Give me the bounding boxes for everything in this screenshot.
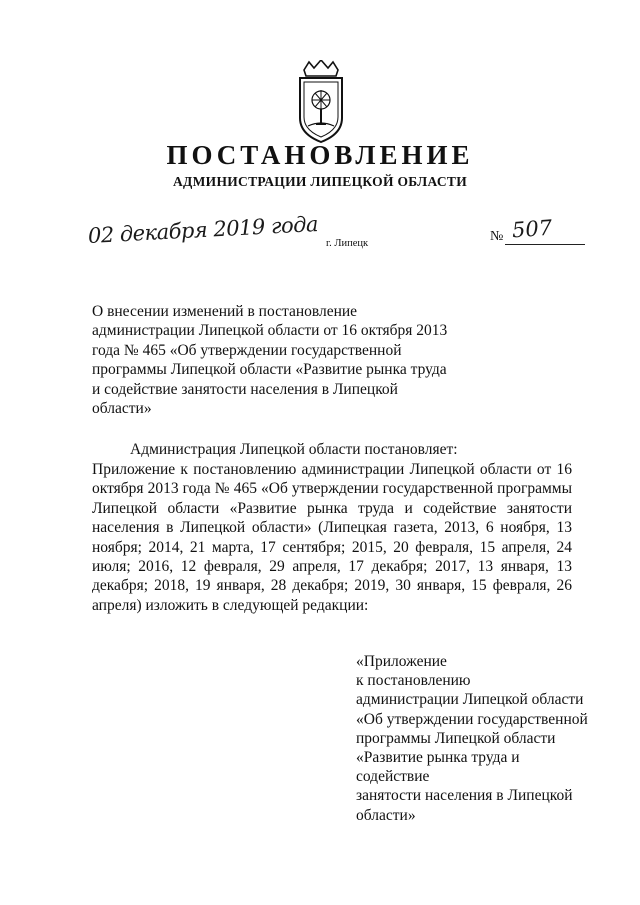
- document-title: ПОСТАНОВЛЕНИЕ: [166, 140, 474, 170]
- number-label: №: [490, 229, 504, 244]
- handwritten-date: 02 декабря 2019 года: [87, 211, 319, 248]
- resolution-lead: Администрация Липецкой области постановляет:: [130, 441, 458, 458]
- document-subject: О внесении изменений в постановление администрации Липецкой области от 16 октября 2013 года № 465 «Об утверждении государственной программы Липецкой области «Развитие рынка труда и содействие занятости населения в Липецкой области»: [92, 303, 448, 418]
- handwritten-number: 507: [511, 215, 553, 243]
- issuing-authority: АДМИНИСТРАЦИИ ЛИПЕЦКОЙ ОБЛАСТИ: [172, 174, 468, 189]
- city-label: г. Липецк: [326, 238, 369, 249]
- appendix-header: «Приложение к постановлению администрации Липецкой области «Об утверждении государственной программы Липецкой области «Развитие рынка труда и содействие занятости населения в Липецкой области»: [356, 653, 588, 824]
- resolution-paragraph: Приложение к постановлению администрации Липецкой области от 16 октября 2013 года № 465 «Об утверждении государственной программы Липецкой области «Развитие рынка труда и содействие занятости населения в Липецкой области» (Липецкая газета, 2013, 6 ноября, 13 ноября; 2014, 21 марта, 17 сентября; 2015, 20 февраля, 15 апреля, 24 июля; 2016, 12 февраля, 29 апреля, 17 декабря; 2017, 13 января, 13 декабря; 2018, 19 января, 28 декабря; 2019, 30 января, 15 февраля, 26 апреля) изложить в следующей редакции:: [92, 461, 572, 614]
- lipetsk-coat-of-arms-icon: [294, 60, 348, 144]
- number-underline: [505, 244, 585, 245]
